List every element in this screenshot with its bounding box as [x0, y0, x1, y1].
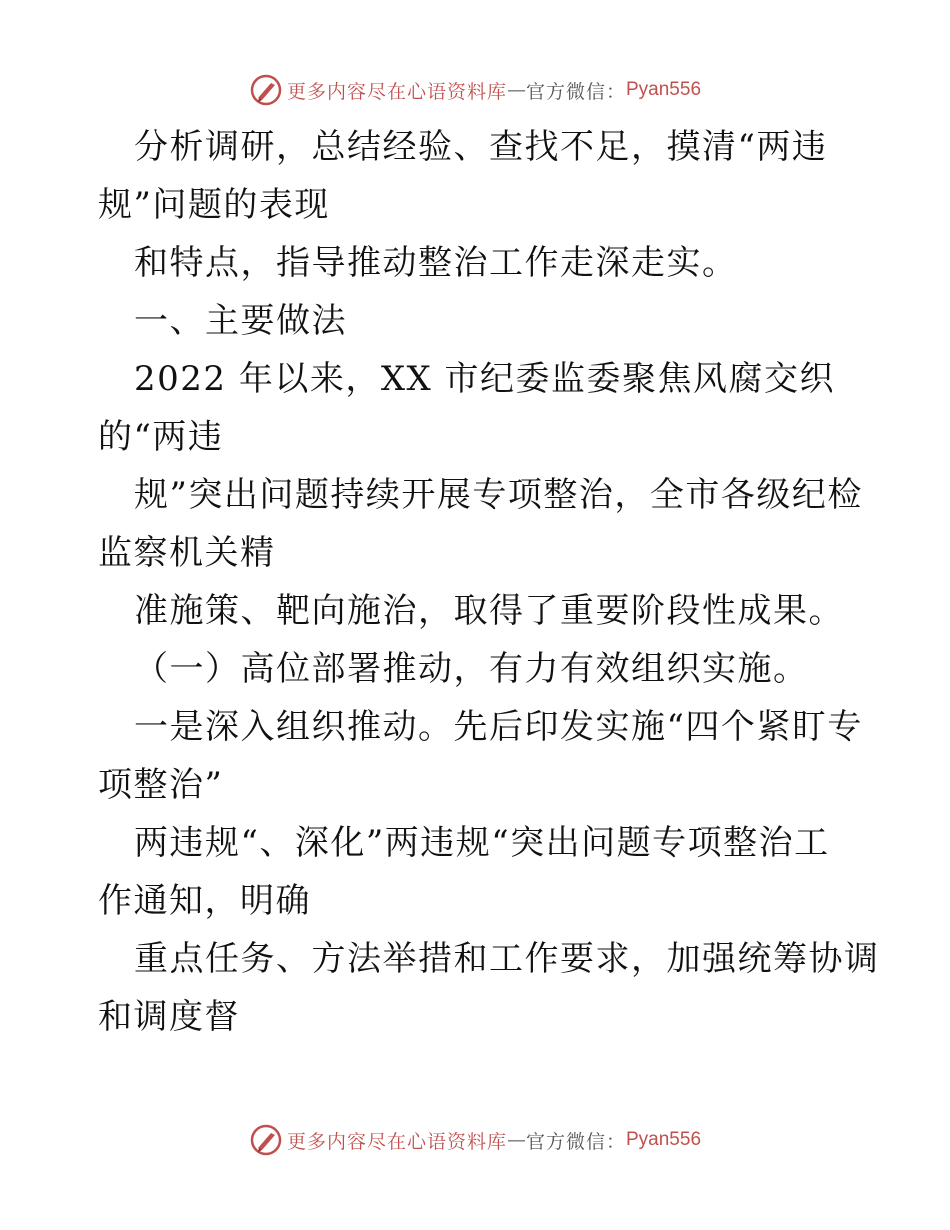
body-line-11: 一是深入组织推动。先后印发实施“四个紧盯专 [134, 707, 863, 747]
body-line-13: 两违规“、深化”两违规“突出问题专项整治工 [134, 823, 830, 863]
subsection-heading: （一）高位部署推动，有力有效组织实施。 [134, 649, 809, 689]
body-line-8: 监察机关精 [98, 533, 276, 573]
body-line-16: 和调度督 [98, 997, 240, 1037]
watermark-wechat-id: Pyan556 [626, 79, 702, 100]
body-line-1: 分析调研，总结经验、查找不足，摸清“两违 [134, 127, 828, 167]
section-heading: 一、主要做法 [134, 301, 347, 341]
body-line-9: 准施策、靶向施治，取得了重要阶段性成果。 [134, 591, 844, 631]
watermark-dash: — [506, 79, 526, 101]
watermark-wechat-label: 官方微信： [525, 80, 626, 103]
watermark-text: 更多内容尽在心语资料库 [286, 1130, 507, 1153]
watermark-wechat-id: Pyan556 [626, 1129, 702, 1150]
body-line-12: 项整治” [98, 765, 224, 805]
body-line-6: 的“两违 [98, 417, 224, 457]
body-line-5: 2022 年以来，XX 市纪委监委聚焦风腐交织 [134, 359, 836, 399]
body-line-15: 重点任务、方法举措和工作要求，加强统筹协调 [134, 939, 880, 979]
quill-logo-icon [249, 73, 283, 107]
watermark-dash: — [506, 1129, 526, 1151]
body-line-2: 规”问题的表现 [98, 185, 330, 225]
watermark-wechat-label: 官方微信： [525, 1130, 626, 1153]
quill-logo-icon [249, 1123, 283, 1157]
document-body [98, 118, 880, 1046]
watermark-text: 更多内容尽在心语资料库 [286, 80, 507, 103]
body-line-14: 作通知，明确 [98, 881, 311, 921]
body-line-7: 规”突出问题持续开展专项整治，全市各级纪检 [134, 475, 863, 515]
header-watermark [0, 70, 950, 110]
footer-watermark [0, 1120, 950, 1160]
body-line-3: 和特点，指导推动整治工作走深走实。 [134, 243, 738, 283]
